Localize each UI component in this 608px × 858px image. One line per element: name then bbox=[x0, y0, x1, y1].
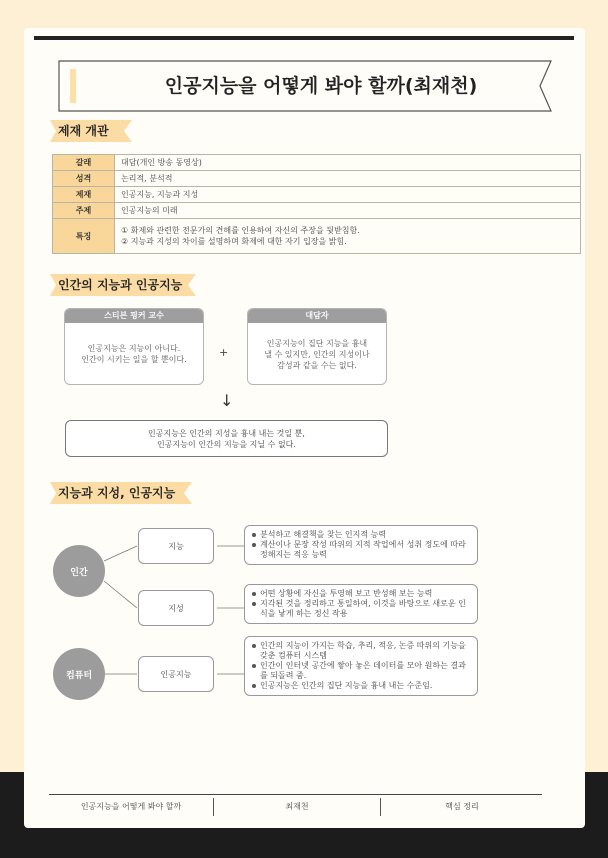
card-header: 대담자 bbox=[248, 309, 386, 323]
card-line: 인공지능은 지능이 아니다. bbox=[87, 344, 181, 353]
feature-line: ① 화제와 관련한 전문가의 견해를 인용하여 자신의 주장을 뒷받침함. bbox=[121, 226, 360, 235]
desc-intelligence bbox=[244, 525, 478, 565]
feature-line: ② 지능과 지성의 차이를 설명하며 화제에 대한 자기 입장을 밝힘. bbox=[121, 237, 347, 246]
footer-section: 핵심 정리 bbox=[445, 802, 479, 811]
card-line: 낼 수 있지만, 인간의 지성이나 bbox=[264, 349, 370, 359]
list-item: 어떤 상황에 자신을 투영해 보고 반성해 보는 능력 bbox=[251, 589, 471, 599]
table-value: 대담(개인 방송 동영상) bbox=[115, 155, 581, 171]
node-intellect: 지성 bbox=[138, 590, 214, 626]
table-key: 성격 bbox=[53, 171, 115, 187]
node-intelligence: 지능 bbox=[138, 528, 214, 564]
section-title: 제재 개관 bbox=[58, 124, 109, 138]
footer-rule bbox=[49, 794, 542, 795]
footer-title: 인공지능을 어떻게 봐야 할까 bbox=[80, 802, 182, 811]
card-header: 스티븐 핑커 교수 bbox=[65, 309, 203, 323]
list-item: 인간이 인터넷 공간에 쌓아 놓은 데이터를 모아 원하는 결과를 되돌려 줌. bbox=[251, 661, 471, 681]
desc-intellect bbox=[244, 584, 478, 624]
document-sheet bbox=[24, 28, 585, 828]
table-key: 주제 bbox=[53, 203, 115, 219]
table-key: 특징 bbox=[53, 219, 115, 254]
down-arrow-icon: ↓ bbox=[220, 391, 234, 410]
list-item: 인공지능은 인간의 집단 지능을 흉내 내는 수준임. bbox=[251, 681, 471, 691]
card-line: 인간이 시키는 일을 할 뿐이다. bbox=[81, 355, 187, 364]
computer-circle: 컴퓨터 bbox=[53, 648, 105, 700]
list-item: 인간의 지능이 가지는 학습, 추리, 적응, 논증 따위의 기능을 갖춘 컴퓨터 시스템 bbox=[251, 641, 471, 661]
section-title: 지능과 지성, 인공지능 bbox=[58, 486, 176, 500]
list-item: 지각된 것을 정리하고 통일하여, 이것을 바탕으로 새로운 인식을 낳게 하는 정신 작용 bbox=[251, 599, 471, 619]
card-line: 감성과 같을 수는 없다. bbox=[277, 360, 357, 370]
card-line: 인공지능이 집단 지능을 흉내 bbox=[266, 338, 368, 348]
table-key: 제재 bbox=[53, 187, 115, 203]
table-key: 갈래 bbox=[53, 155, 115, 171]
section-title: 인간의 지능과 인공지능 bbox=[58, 278, 183, 292]
list-item: 계산이나 문장 작성 따위의 지적 작업에서 성취 정도에 따라 정해지는 적응 능력 bbox=[251, 540, 471, 560]
table-value: 논리적, 분석적 bbox=[115, 171, 581, 187]
list-item: 분석하고 해결책을 찾는 인지적 능력 bbox=[251, 530, 471, 540]
table-value: 인공지능의 미래 bbox=[115, 203, 581, 219]
plus-sign: + bbox=[219, 346, 229, 359]
table-value: 인공지능, 지능과 지성 bbox=[115, 187, 581, 203]
conclusion-line: 인공지능이 인간의 지능을 지닐 수 없다. bbox=[157, 439, 296, 449]
node-ai: 인공지능 bbox=[138, 656, 214, 692]
connector-lines bbox=[24, 28, 585, 828]
desc-ai bbox=[244, 636, 478, 696]
conclusion-line: 인공지능은 인간의 지성을 흉내 내는 것일 뿐, bbox=[148, 428, 305, 438]
page-title: 인공지능을 어떻게 봐야 할까(최재천) bbox=[164, 75, 478, 97]
human-circle: 인간 bbox=[53, 545, 105, 597]
footer-author: 최재천 bbox=[285, 802, 309, 811]
